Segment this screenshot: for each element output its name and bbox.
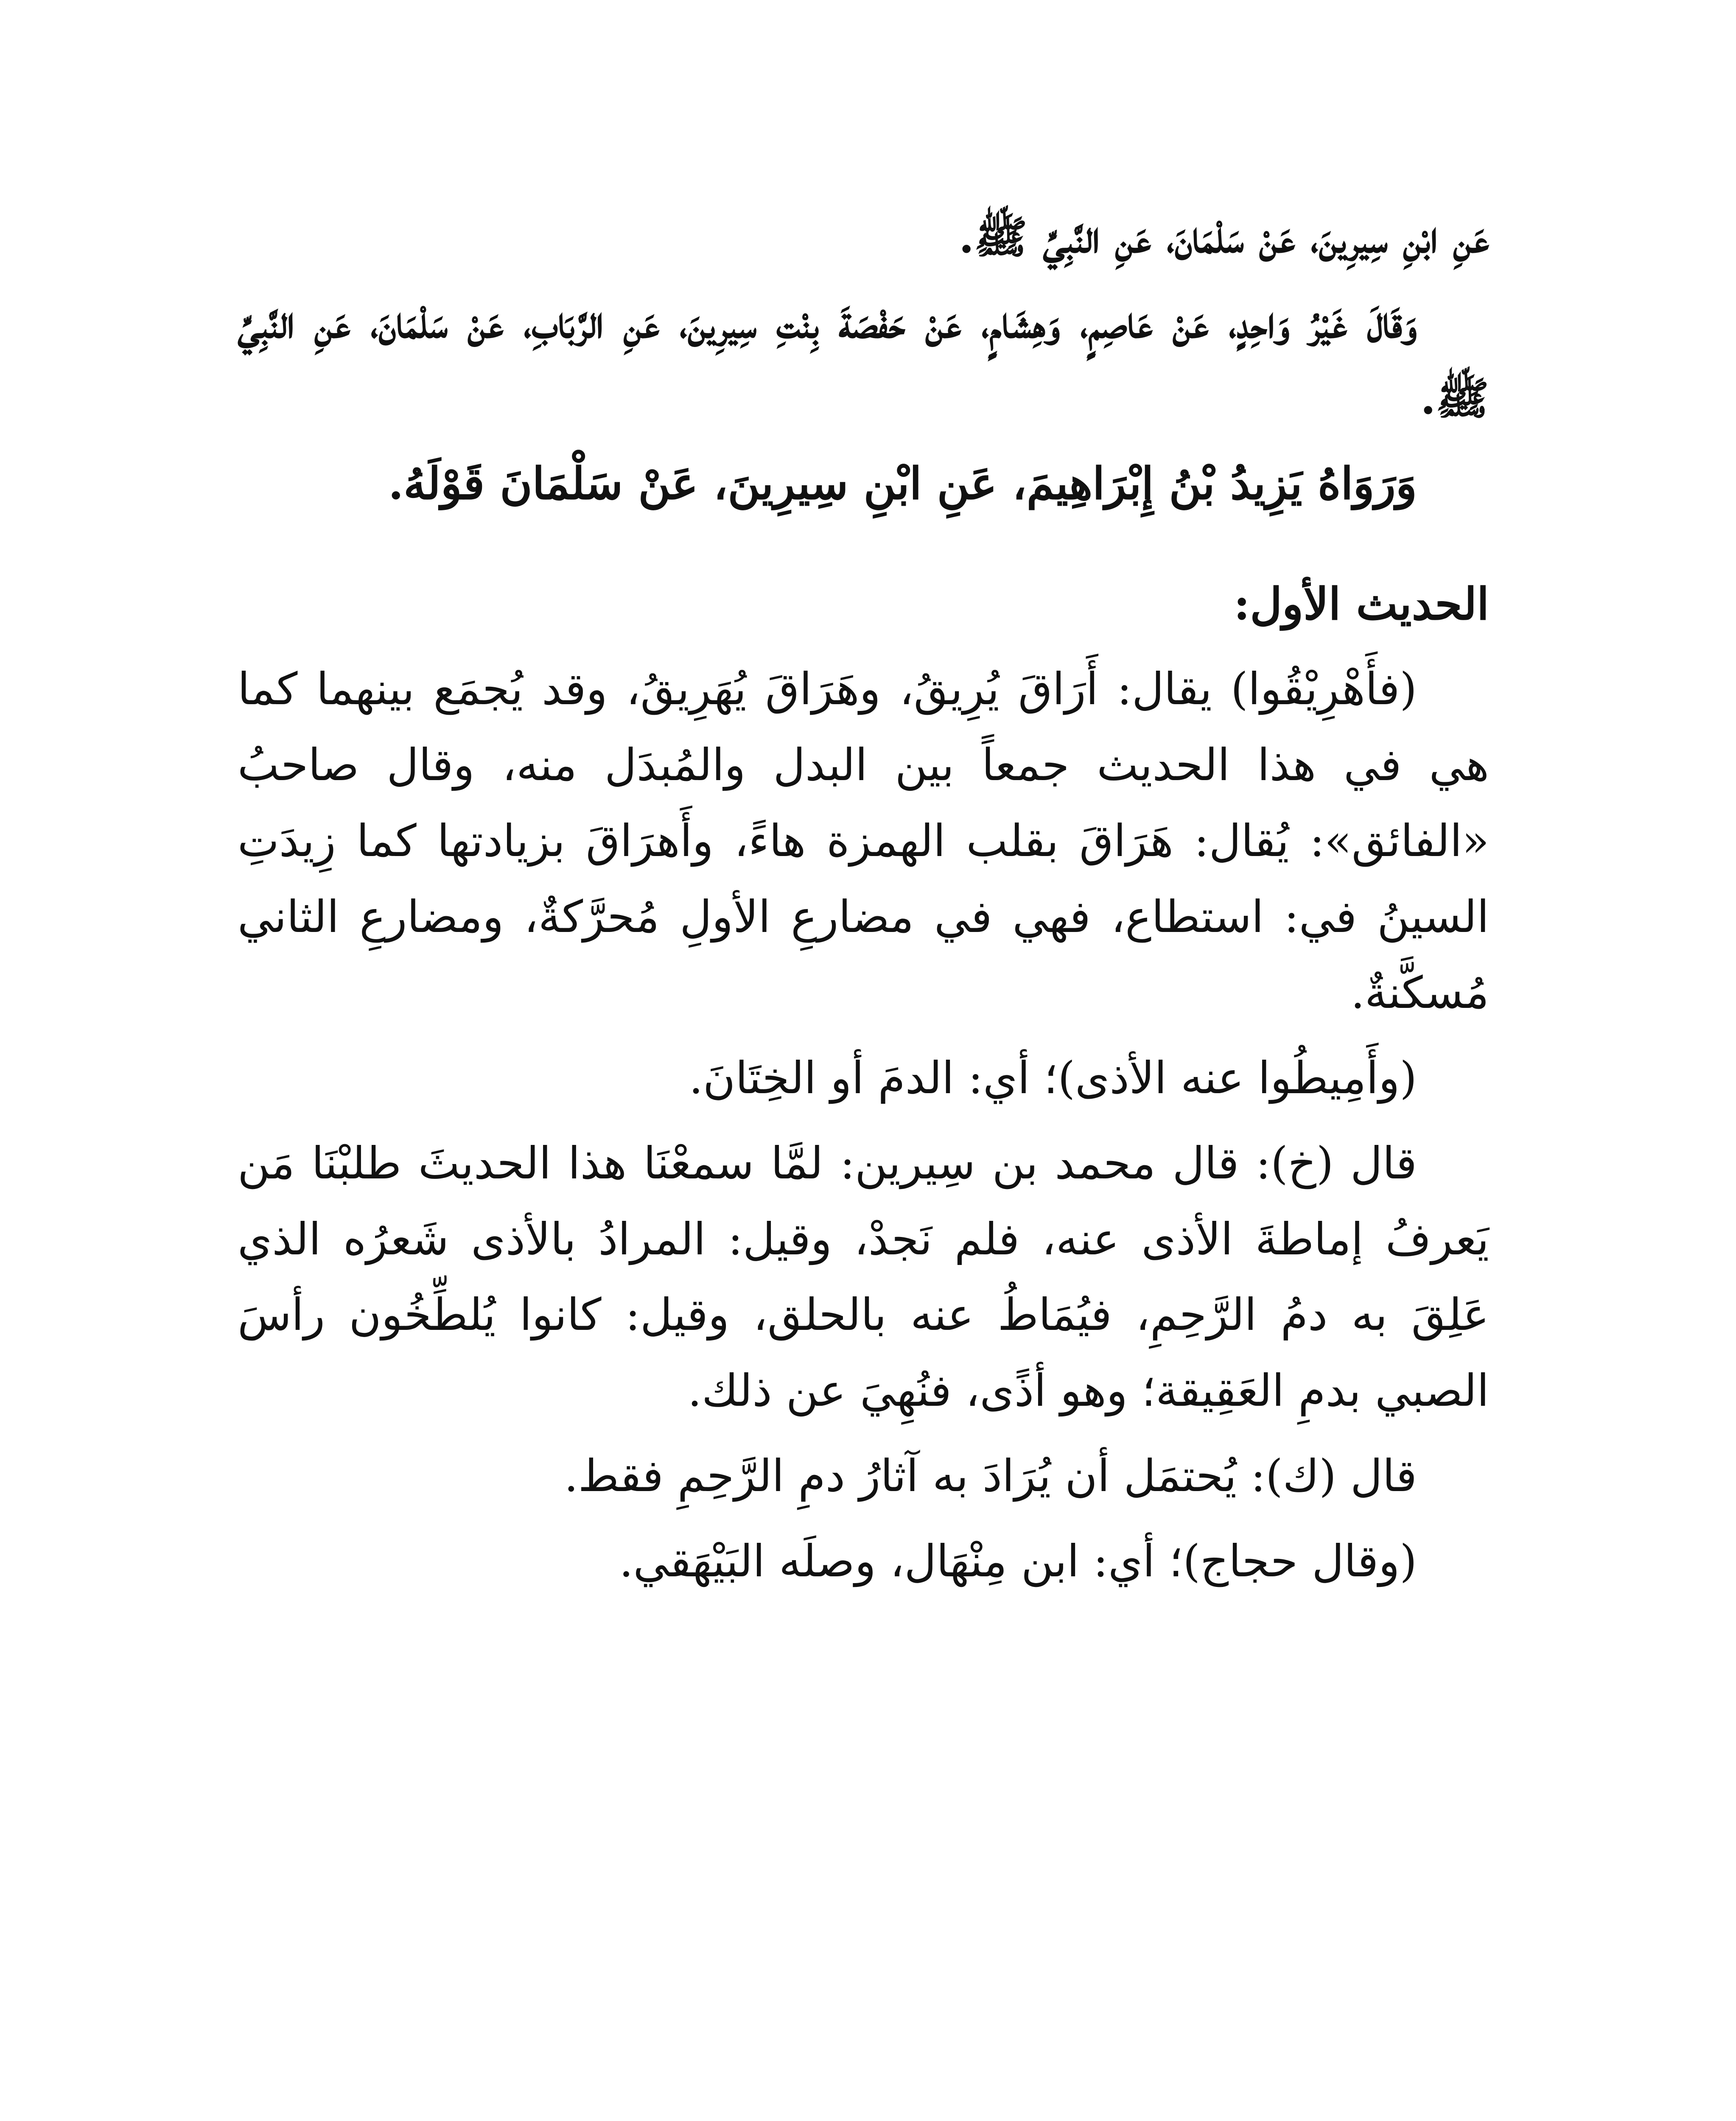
commentary-paragraph-3: قال (خ): قال محمد بن سِيرين: لمَّا سمعْنَا هذا الحديثَ طلبْنَا مَن يَعرفُ إماطةَ الأذى عنه، فلم نَجدْ، وقيل: المرادُ بالأذى شَعرُه الذي عَلِقَ به دمُ الرَّحِمِ، فيُمَاطُ عنه بالحلق، وقيل: كانوا يُلطِّخُون رأسَ الصبي بدمِ العَقِيقة؛ وهو أذًى، فنُهِيَ عن ذلك. [238, 1137, 1489, 1417]
section-heading: الحديث الأول: [1234, 577, 1489, 630]
isnad-paragraph-2: وَقَالَ غَيْرُ وَاحِدٍ، عَنْ عَاصِمٍ، وَهِشَامٍ، عَنْ حَفْصَةَ بِنْتِ سِيرِينَ، عَنِ الرَّبَابِ، عَنْ سَلْمَانَ، عَنِ النَّبِيِّ ﷺ. [238, 296, 1489, 424]
page-body [238, 199, 1489, 1599]
commentary-paragraph-2: (وأَمِيطُوا عنه الأذى)؛ أي: الدمَ أو الخِتَانَ. [689, 1052, 1417, 1104]
commentary-paragraph-5: (وقال حجاج)؛ أي: ابن مِنْهَال، وصلَه البَيْهَقي. [619, 1535, 1417, 1587]
commentary-paragraph-1: (فأَهْرِيْقُوا) يقال: أَرَاقَ يُرِيقُ، وهَرَاقَ يُهَرِيقُ، وقد يُجمَع بينهما كما هي في هذا الحديث جمعاً بين البدل والمُبدَل منه، وقال صاحبُ «الفائق»: يُقال: هَرَاقَ بقلب الهمزة هاءً، وأَهرَاقَ بزيادتها كما زِيدَتِ السينُ في: استطاع، فهي في مضارعِ الأولِ مُحرَّكةٌ، ومضارعِ الثاني مُسكَّنةٌ. [238, 663, 1489, 1019]
isnad-paragraph-1: عَنِ ابْنِ سِيرِينَ، عَنْ سَلْمَانَ، عَنِ النَّبِيِّ ﷺ. [959, 211, 1489, 263]
commentary-paragraph-4: قال (ك): يُحتمَل أن يُرَادَ به آثارُ دمِ الرَّحِمِ فقط. [564, 1450, 1417, 1502]
isnad-paragraph-3: وَرَوَاهُ يَزِيدُ بْنُ إِبْرَاهِيمَ، عَنِ ابْنِ سِيرِينَ، عَنْ سَلْمَانَ قَوْلَهُ. [388, 457, 1417, 509]
